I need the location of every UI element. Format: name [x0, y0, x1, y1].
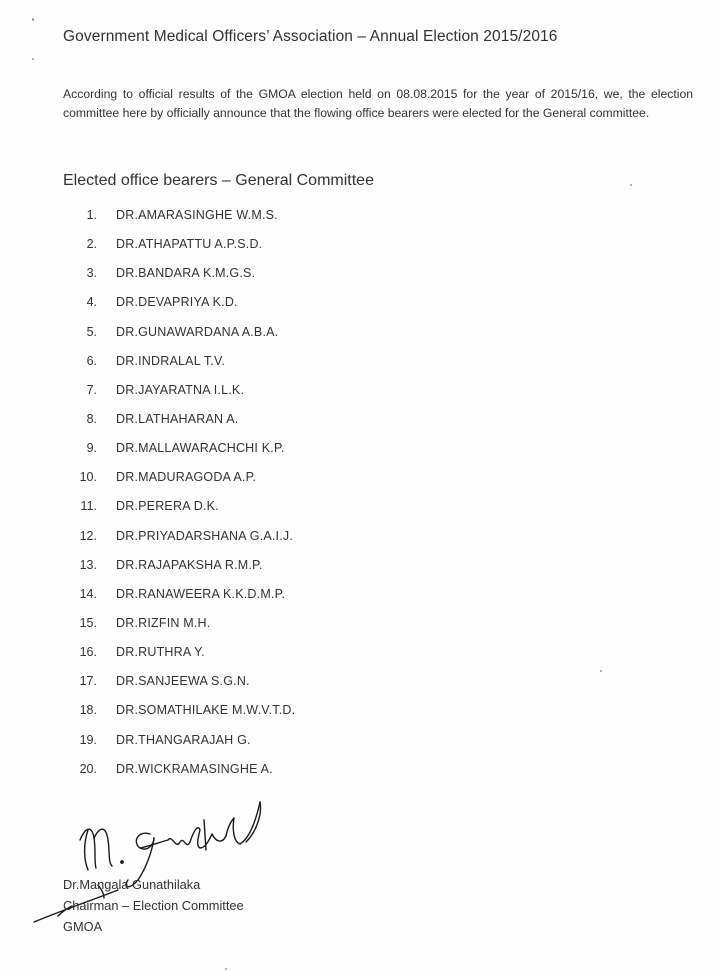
member-name: DR.THANGARAJAH G. — [116, 732, 251, 747]
list-item — [0, 292, 720, 321]
list-item — [0, 234, 720, 263]
list-item — [0, 642, 720, 671]
list-item — [0, 671, 720, 700]
member-name: DR.RAJAPAKSHA R.M.P. — [116, 557, 263, 572]
member-name: DR.DEVAPRIYA K.D. — [116, 295, 238, 310]
list-item — [0, 730, 720, 759]
item-number: 13. — [79, 557, 97, 572]
item-number: 12. — [79, 528, 97, 543]
item-number: 18. — [79, 703, 97, 718]
member-name: DR.PERERA D.K. — [116, 499, 219, 514]
scan-speck — [32, 18, 34, 21]
list-item — [0, 584, 720, 613]
list-item — [0, 322, 720, 351]
item-number: 10. — [79, 470, 97, 485]
member-name: DR.ATHAPATTU A.P.S.D. — [116, 237, 263, 252]
scan-speck — [600, 670, 602, 672]
item-number: 19. — [79, 732, 97, 747]
item-number: 16. — [79, 645, 97, 660]
item-number: 8. — [86, 411, 97, 426]
scan-speck — [630, 184, 632, 186]
member-name: DR.WICKRAMASINGHE A. — [116, 761, 273, 776]
list-item — [0, 555, 720, 584]
item-number: 3. — [86, 266, 97, 281]
item-number: 7. — [86, 382, 97, 397]
member-name: DR.AMARASINGHE W.M.S. — [116, 208, 278, 222]
member-name: DR.SANJEEWA S.G.N. — [116, 674, 250, 689]
document-title: Government Medical Officers’ Association – Annual Election 2015/2016 — [63, 28, 558, 45]
member-name: DR.RANAWEERA K.K.D.M.P. — [116, 586, 286, 601]
list-item — [0, 613, 720, 642]
signatory-organization: GMOA — [63, 919, 103, 934]
member-name: DR.MADURAGODA A.P. — [116, 470, 257, 485]
list-item — [0, 496, 720, 525]
member-name: DR.LATHAHARAN A. — [116, 411, 239, 426]
member-name: DR.RIZFIN M.H. — [116, 615, 211, 630]
item-number: 11. — [80, 499, 97, 514]
item-number: 4. — [86, 295, 97, 310]
item-number: 1. — [86, 208, 97, 222]
list-item — [0, 205, 720, 234]
list-item — [0, 759, 720, 788]
signatory-role: Chairman – Election Committee — [63, 898, 244, 913]
item-number: 20. — [79, 761, 97, 776]
members-list — [0, 205, 720, 788]
member-name: DR.MALLAWARACHCHI K.P. — [116, 441, 285, 456]
signatory-block — [63, 874, 244, 937]
list-item — [0, 351, 720, 380]
member-name: DR.PRIYADARSHANA G.A.I.J. — [116, 528, 294, 543]
list-item — [0, 526, 720, 555]
item-number: 17. — [79, 674, 97, 689]
item-number: 14. — [79, 586, 97, 601]
list-item — [0, 438, 720, 467]
list-item — [0, 700, 720, 729]
list-item — [0, 380, 720, 409]
item-number: 9. — [86, 441, 97, 456]
scan-speck — [32, 58, 34, 60]
item-number: 15. — [79, 615, 97, 630]
member-name: DR.JAYARATNA I.L.K. — [116, 382, 245, 397]
member-name: DR.INDRALAL T.V. — [116, 353, 226, 368]
intro-paragraph: According to official results of the GMOA election held on 08.08.2015 for the year of 2015/16, we, the election committee here by officially announce that the flowing office bearers were elected for the General committee. — [63, 87, 693, 120]
list-item — [0, 263, 720, 292]
member-name: DR.RUTHRA Y. — [116, 645, 205, 660]
item-number: 2. — [86, 237, 97, 252]
section-heading: Elected office bearers – General Committee — [63, 172, 374, 189]
item-number: 5. — [86, 324, 97, 339]
list-item — [0, 409, 720, 438]
member-name: DR.BANDARA K.M.G.S. — [116, 266, 256, 281]
signatory-name: Dr.Mangala Gunathilaka — [63, 877, 201, 892]
member-name: DR.GUNAWARDANA A.B.A. — [116, 324, 279, 339]
list-item — [0, 467, 720, 496]
member-name: DR.SOMATHILAKE M.W.V.T.D. — [116, 703, 296, 718]
item-number: 6. — [86, 353, 97, 368]
scan-speck — [225, 968, 227, 970]
